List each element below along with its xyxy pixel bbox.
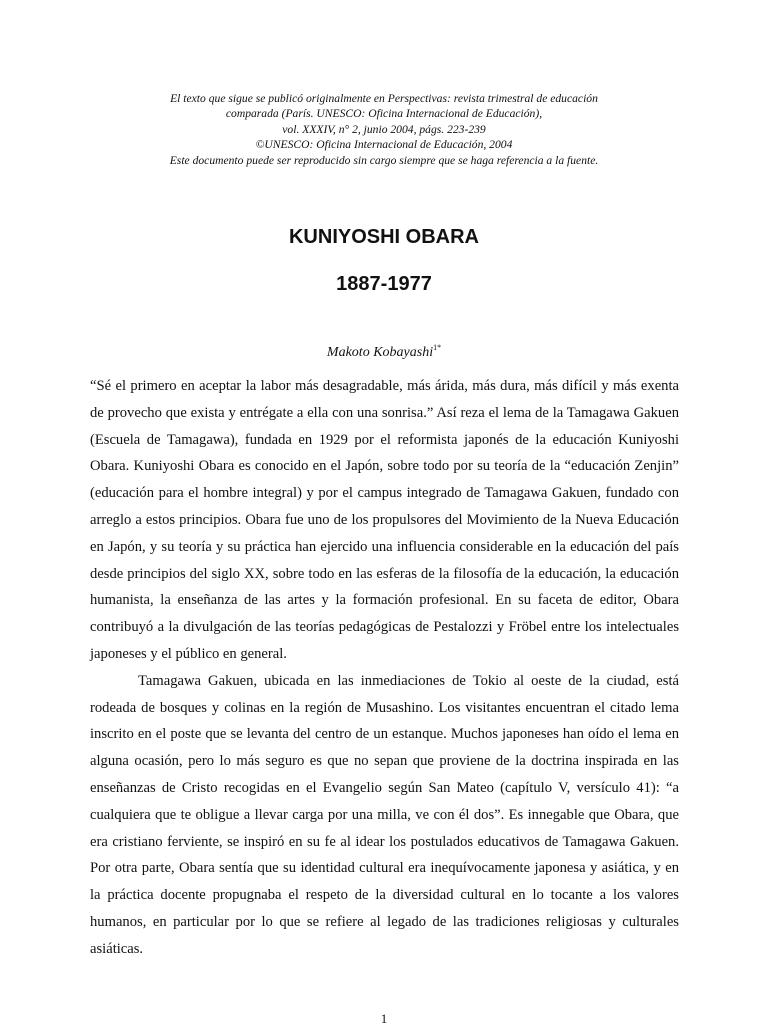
author-line [0, 343, 768, 361]
article-title: KUNIYOSHI OBARA [288, 226, 479, 248]
publication-note-line: ©UNESCO: Oficina Internacional de Educación, 2004 [255, 138, 513, 152]
publication-note-line: vol. XXXIV, n° 2, junio 2004, págs. 223-239 [282, 122, 486, 136]
author-name: Makoto Kobayashi [326, 345, 434, 360]
page-number: 1 [380, 1011, 388, 1026]
publication-note [90, 91, 678, 168]
article-years: 1887-1977 [336, 273, 432, 295]
author-footnote-mark[interactable]: 1* [433, 343, 442, 352]
article-body [90, 373, 679, 963]
paragraph: Tamagawa Gakuen, ubicada en las inmediaciones de Tokio al oeste de la ciudad, está rodeada de bosques y colinas en la región de Musashino. Los visitantes encuentran el citado lema inscrito en el poste que se levanta del centro de un estanque. Muchos japoneses han oído el lema en alguna ocasión, pero lo más seguro es que no sepan que proviene de la doctrina inspirada en las enseñanzas de Cristo recogidas en el Evangelio según San Mateo (capítulo V, versículo 41): “a cualquiera que te obligue a llevar carga por una milla, ve con él dos”. Es innegable que Obara, que era cristiano ferviente, se inspiró en su fe al idear los postulados educativos de Tamagawa Gakuen. Por otra parte, Obara sentía que su identidad cultural era inequívocamente japonesa y asiática, y en la práctica docente propugnaba el respeto de la diversidad cultural en lo tocante a los valores humanos, en particular por lo que se refiere al legado de las tradiciones religiosas y culturales asiáticas. [90, 672, 679, 957]
publication-note-line: Este documento puede ser reproducido sin cargo siempre que se haga referencia a la fuente. [169, 153, 599, 167]
publication-note-line: El texto que sigue se publicó originalmente en Perspectivas: revista trimestral de educación [170, 92, 598, 105]
paragraph: “Sé el primero en aceptar la labor más desagradable, más árida, más dura, más difícil y más exenta de provecho que exista y entrégate a ella con una sonrisa.” Así reza el lema de la Tamagawa Gakuen (Escuela de Tamagawa), fundada en 1929 por el reformista japonés de la educación Kuniyoshi Obara. Kuniyoshi Obara es conocido en el Japón, sobre todo por su teoría de la “educación Zenjin” (educación para el hombre integral) y por el campus integrado de Tamagawa Gakuen, fundado con arreglo a estos principios. Obara fue uno de los propulsores del Movimiento de la Nueva Educación en Japón, y su teoría y su práctica han ejercido una influencia considerable en la educación del país desde principios del siglo XX, sobre todo en las esferas de la filosofía de la educación, la educación humanista, la enseñanza de las artes y la formación profesional. En su faceta de editor, Obara contribuyó a la divulgación de las teorías pedagógicas de Pestalozzi y Fröbel entre los intelectuales japoneses y el público en general. [90, 378, 679, 662]
publication-note-line: comparada (París. UNESCO: Oficina Internacional de Educación), [225, 107, 543, 121]
